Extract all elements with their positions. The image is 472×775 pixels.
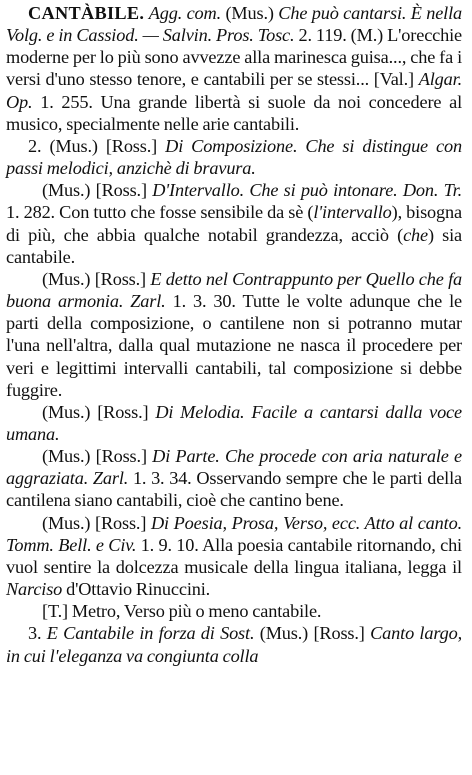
citation-ref: 1. 9. 10. <box>140 534 199 555</box>
sense-2-melody <box>6 401 462 445</box>
sense-2-part <box>6 445 462 511</box>
definition: Che può cantarsi. È nella Volg. e in Cassiod. — Salvin. Pros. Tosc. <box>6 3 463 46</box>
definition: Metro, Verso più o meno cantabile. <box>71 601 322 622</box>
quotation: Osservando sempre che le parti della cantilena siano cantabili, cioè che cantino bene. <box>6 468 462 511</box>
sense-1 <box>6 2 462 135</box>
definition: Di Melodia. Facile a cantarsi dalla voce umana. <box>6 401 462 444</box>
quotation-part: Alla poesia cantabile ritornando, chi vuol sentire la dolcezza musicale della lingua italiana, legga il <box>6 534 462 577</box>
definition: Di Poesia, Prosa, Verso, ecc. Atto al canto. Tomm. Bell. e Civ. <box>6 512 462 555</box>
quotation: Tutte le volte adunque che le parti della composizione, o cantilene non si potranno mutar l'una nell'altra, dalla qual mutazione ne nasca il procedere per veri e legittimi intervalli cantabili, tal composizione si debbe fuggire. <box>6 291 463 400</box>
quotation-part: ) sia cantabile. <box>6 224 463 267</box>
domain-label: (Mus.) [Ross.] <box>42 512 147 533</box>
sense-2-poetry <box>6 512 462 601</box>
sense-3 <box>6 622 462 666</box>
citation-source: Algar. Op. <box>6 69 463 112</box>
domain-label: (Mus.) <box>225 3 274 23</box>
grammar-label: in forza di Sost. <box>139 623 255 644</box>
sense-2-counterpoint <box>6 268 462 401</box>
citation-ref: 2. 119. (M.) <box>298 25 384 46</box>
quotation-part: d'Ottavio Rinuccini. <box>66 579 211 600</box>
quotation-italic: Narciso <box>6 579 63 600</box>
quotation-italic: l'intervallo <box>313 202 392 223</box>
quotation <box>6 202 462 266</box>
quotation: Una grande libertà si suole da noi concedere al musico, specialmente nelle arie cantabili. <box>6 91 462 134</box>
grammar-label: Agg. com. <box>148 3 222 23</box>
domain-label: (Mus.) [Ross.] <box>42 446 147 467</box>
definition: Canto largo, in cui l'eleganza va congiunta colla <box>6 623 463 666</box>
sense-2-metre <box>6 600 462 622</box>
domain-label: (Mus.) [Ross.] <box>49 135 158 156</box>
citation-ref: 1. 3. 30. <box>172 291 236 312</box>
quotation: L'orecchie moderne per lo più sono avvezze alla marinesca guisa..., che fa i versi d'uno stesso tenore, e cantabili per se stessi... [Val.] <box>6 25 463 90</box>
domain-label: (Mus.) [Ross.] <box>42 268 146 289</box>
sense-number: 2. <box>28 135 42 156</box>
quotation-part: ), bisogna di più, che abbia qualche notabil grandezza, acciò ( <box>6 202 462 245</box>
quotation-italic: che <box>403 224 428 245</box>
sense-2-interval <box>6 179 462 268</box>
definition: Di Parte. Che procede con aria naturale e aggraziata. Zarl. <box>6 446 463 489</box>
definition: D'Intervallo. Che si può intonare. Don. Tr. <box>152 180 462 201</box>
domain-label: (Mus.) [Ross.] <box>42 180 147 201</box>
definition: Di Composizione. Che si distingue con passi melodici, anzichè di bravura. <box>6 135 462 179</box>
citation-ref: 1. 282. <box>6 202 55 223</box>
domain-label: (Mus.) [Ross.] <box>259 623 365 644</box>
domain-label: (Mus.) [Ross.] <box>42 401 149 422</box>
dictionary-entry-cantabile <box>6 2 462 667</box>
sense-number: 3. <box>28 623 42 644</box>
quotation-part: Con tutto che fosse sensibile da sè ( <box>59 202 314 223</box>
citation-ref: 1. 255. <box>40 91 93 112</box>
sense-2 <box>6 135 462 179</box>
definition: E detto nel Contrappunto per Quello che fa buona armonia. Zarl. <box>6 268 462 312</box>
sub-headword: E Cantabile <box>46 623 134 644</box>
headword: CANTÀBILE. <box>28 3 145 23</box>
citation-ref: 1. 3. 34. <box>132 468 192 489</box>
domain-label: [T.] <box>42 601 68 622</box>
